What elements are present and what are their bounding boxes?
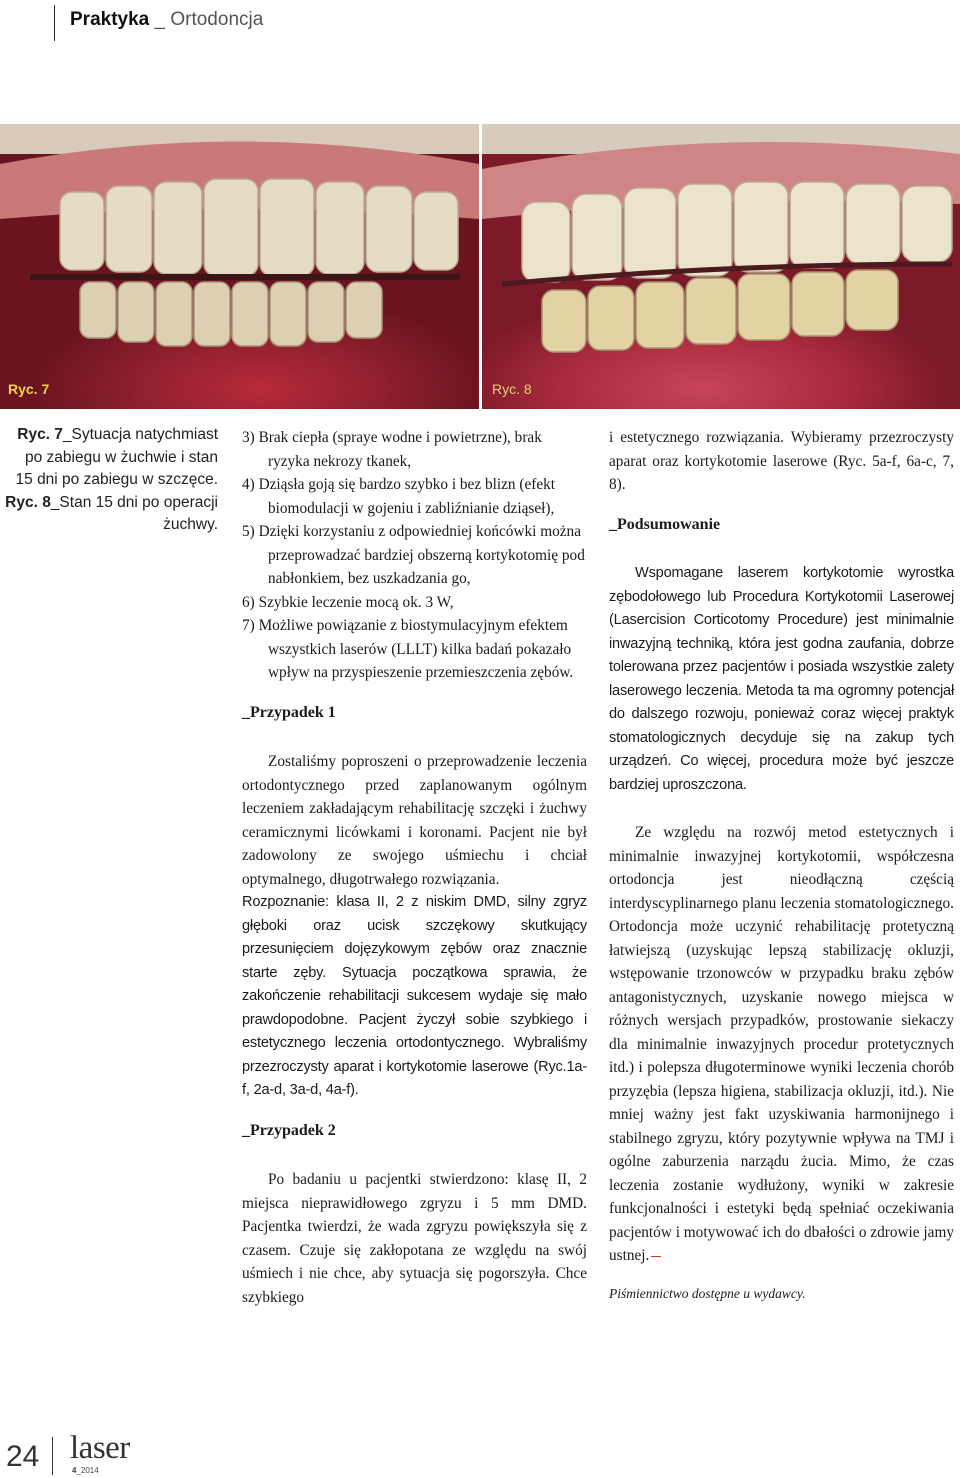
footer-rule [52, 1437, 53, 1475]
list-item-7: 7) Możliwe powiązanie z biostymulacyjnym efektem wszystkich laserów (LLLT) kilka badań pokazało wpływ na przyspieszenie przemieszczenia zębów. [242, 617, 574, 681]
list-item-4: 4) Dziąsła goją się bardzo szybko i bez blizn (efekt biomodulacji w gojeniu i zabliźnianie dziąseł), [242, 476, 556, 517]
caption-ryc-8-label: Ryc. 8 [5, 493, 51, 511]
list-item-3: 3) Brak ciepła (spraye wodne i powietrzne), brak ryzyka nekrozy tkanek, [242, 429, 542, 470]
case-2-paragraph-1: Po badaniu u pacjentki stwierdzono: klasę II, 2 miejsca nieprawidłowego zgryzu i 5 mm DMD. Pacjentka twierdzi, że wada zgryzu powiększyła się z czasem. Czuje się zakłopotana ze względu na swój uśmiech i nie chce, aby sytuacja się pogorszyła. Chce szybkiego [242, 1171, 587, 1306]
text-column-right [609, 426, 954, 1305]
caption-ryc-7-text: _Sytuacja natychmiast po zabiegu w żuchwie i stan 15 dni po zabiegu w szczęce. [15, 426, 218, 488]
photo-ryc-8 [482, 124, 960, 409]
issue-number: 4 [72, 1466, 77, 1475]
header-section: Praktyka [70, 9, 150, 30]
issue-info [72, 1466, 99, 1475]
caption-ryc-8-text: _Stan 15 dni po operacji żuchwy. [50, 493, 218, 533]
end-of-article-mark [651, 1256, 661, 1257]
caption-ryc-7 [4, 424, 218, 492]
header-subsection: Ortodoncja [170, 9, 264, 30]
figure-caption [4, 424, 218, 537]
header-rule [54, 5, 55, 41]
header-separator: _ [149, 9, 171, 30]
magazine-logo: laser [70, 1430, 130, 1466]
paragraph-gap [609, 797, 954, 821]
text-column-middle [242, 426, 587, 1309]
photo-label-ryc-8: Ryc. 8 [492, 381, 532, 397]
summary-paragraph-2-text: Ze względu na rozwój metod estetycznych i minimalnie inwazyjnej kortykotomii, współczesna ortodoncja jest nieodłączną częścią interdyscyplinarnego planu leczenia stomatologicznego. Ortodoncja może uczynić rehabilitację protetyczną łatwiejszą (uzyskując lepszą stabilizację okluzji, wstępowanie trzonowców w przypadku braku zębów antagonistycznych, uzyskanie nowego miejsca w różnych wersjach przypadków, prostowanie siekaczy dla minimalnie inwazyjnych procedur protetycznych itd.) i polepsza długoterminowe wyniki leczenia chorób przyzębia (lepsza higiena, stabilizacja okluzji, itd.). Nie mniej ważny jest fakt uzyskiwania harmonijnego i stabilnego zgryzu, który pozytywnie wpływa na TMJ i ogólne zaburzenia narządu żucia. Mimo, że czas leczenia zostanie wydłużony, wyniki w zakresie funkcjonalności i estetyki będą spełniać oczekiwania pacjentów i motywować ich do dbałości o zdrowie jamy ustnej. [609, 824, 954, 1264]
references-note: Piśmiennictwo dostępne u wydawcy. [609, 1285, 806, 1301]
issue-year: _2014 [76, 1466, 99, 1475]
case-1-paragraph-1: Zostaliśmy poproszeni o przeprowadzenie leczenia ortodontycznego przed zaplanowanym ogólnym leczeniem zakładającym rehabilitację szczęki i żuchwy ceramicznymi licówkami i koronami. Pacjent nie był zadowolony ze swojego uśmiechu i chciał optymalnego, długotrwałego rozwiązania. [242, 753, 587, 888]
continuation-paragraph: i estetycznego rozwiązania. Wybieramy przezroczysty aparat oraz kortykotomie laserowe (Ryc. 5a-f, 6a-c, 7, 8). [609, 429, 954, 493]
heading-summary: _Podsumowanie [609, 515, 721, 533]
heading-case-2: _Przypadek 2 [242, 1121, 336, 1139]
summary-paragraph-1: Wspomagane laserem kortykotomie wyrostka zębodołowego lub Procedura Kortykotomii Laserowej (Lasercision Corticotomy Procedure) jest minimalnie inwazyjną techniką, która jest godna zaufania, dobrze tolerowana przez pacjentów i posiada wszystkie zalety laserowego leczenia. Metoda ta ma ogromny potencjał do dalszego rozwoju, ponieważ coraz więcej praktyk stomatologicznych decyduje się na zakup tych urządzeń. Co więcej, procedura może być jeszcze bardziej uproszczona. [609, 565, 954, 793]
teeth-illustration-8 [482, 124, 960, 409]
photo-ryc-7 [0, 124, 479, 409]
list-item-5: 5) Dzięki korzystaniu z odpowiedniej końcówki można przeprowadzać bardziej obszerną kortykotomię pod nabłonkiem, bez uszkadzania go, [242, 523, 585, 587]
photo-label-ryc-7: Ryc. 7 [8, 381, 50, 397]
list-item-6: 6) Szybkie leczenie mocą ok. 3 W, [242, 593, 454, 611]
summary-paragraph-2 [609, 821, 954, 1268]
page-number: 24 [6, 1440, 40, 1473]
running-header [70, 9, 263, 31]
case-1-paragraph-2: Rozpoznanie: klasa II, 2 z niskim DMD, silny zgryz głęboki oraz ucisk szczękowy skutkujący przesunięciem dojęzykowym zębów oraz znacznie starte zęby. Sytuacja początkowa sprawia, że zakończenie rehabilitacji sukcesem wydaje się mało prawdopodobne. Pacjent życzył sobie szybkiego i estetycznego leczenia ortodontycznego. Wybraliśmy przezroczysty aparat i kortykotomie laserowe (Ryc.1a-f, 2a-d, 3a-d, 4a-f). [242, 894, 587, 1098]
caption-ryc-7-label: Ryc. 7 [17, 426, 63, 443]
caption-ryc-8 [4, 492, 218, 537]
teeth-illustration-7 [0, 124, 479, 409]
heading-case-1: _Przypadek 1 [242, 703, 336, 721]
